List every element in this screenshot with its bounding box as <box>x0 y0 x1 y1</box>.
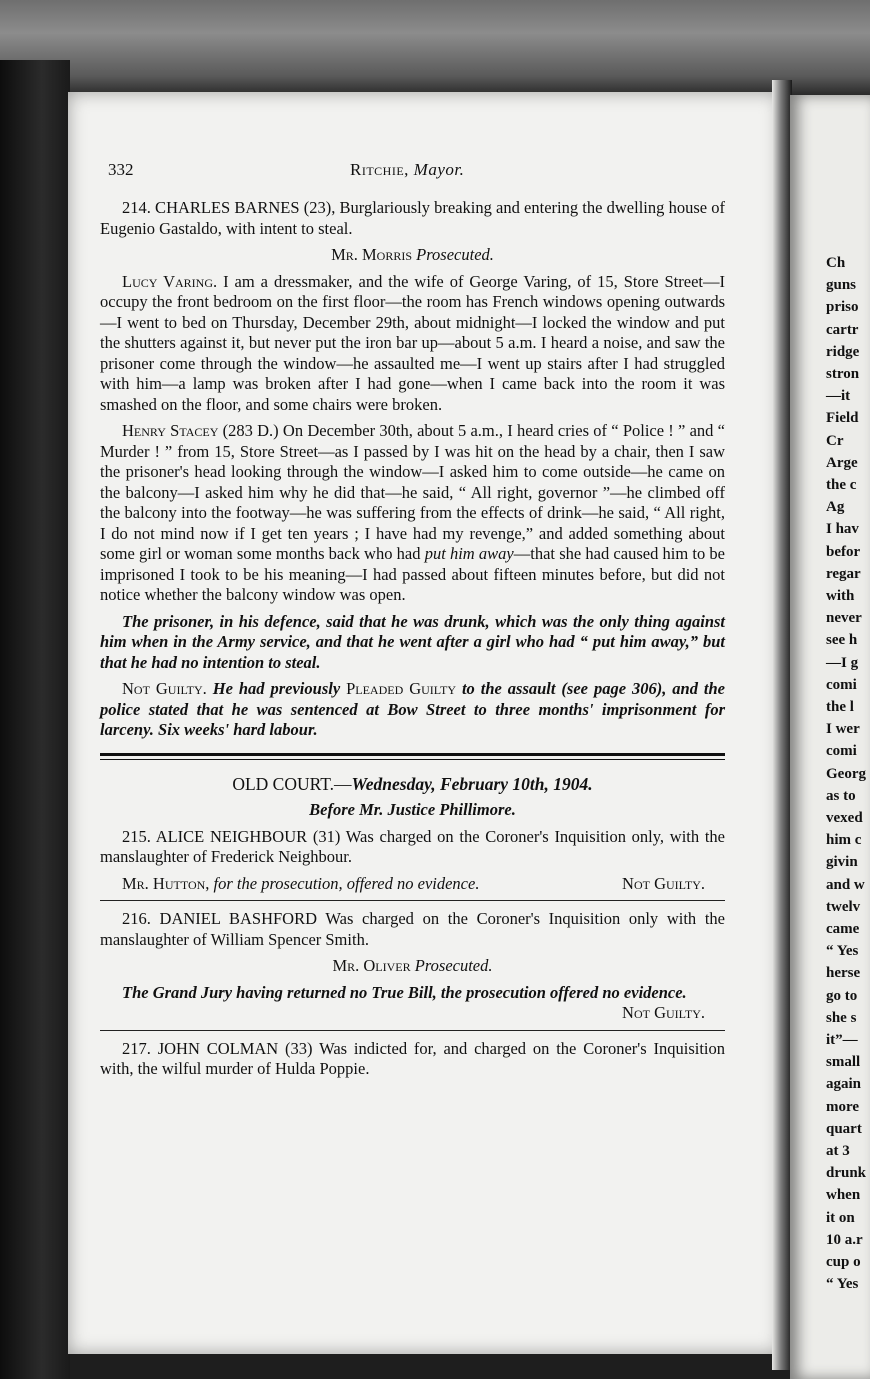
facing-page-fragment: it”— <box>826 1032 858 1048</box>
case-216-outcome <box>100 983 725 1024</box>
facing-page-fragment: with <box>826 588 855 604</box>
verdict: Not Guilty. <box>622 1003 705 1022</box>
prisoner-defence: The prisoner, in his defence, said that he was drunk, which was the only thing against him when in the Army service, and that he went after a girl who had “ put him away,” but that he had no intention to steal. <box>100 611 725 672</box>
facing-page-fragment: twelv <box>826 898 861 915</box>
prosecutor-name: Mr. Morris <box>331 245 413 264</box>
verdict-note: He had previously <box>206 679 347 698</box>
facing-page-fragment: when <box>826 1187 861 1204</box>
facing-page <box>790 95 870 1379</box>
section-divider <box>100 753 725 760</box>
facing-page-fragment: and w <box>826 876 865 893</box>
facing-page-fragment: came <box>826 921 860 937</box>
facing-page-fragment: cup o <box>826 1254 861 1270</box>
facing-page-fragment: Georg <box>826 765 866 782</box>
book-gutter <box>772 80 792 1370</box>
witness-name: Lucy Varing. <box>122 271 218 291</box>
facing-page-fragment: cartr <box>826 321 859 338</box>
witness-name: Henry Stacey <box>122 421 219 440</box>
witness-number: (283 D.) <box>218 421 279 440</box>
facing-page-fragment: regar <box>826 565 861 582</box>
counsel-name: Mr. Hutton, <box>122 873 210 893</box>
facing-page-fragment: givin <box>826 854 858 871</box>
witness-henry-stacey <box>100 421 725 606</box>
prosecutor-role: Prosecuted. <box>416 245 494 264</box>
facing-page-fragment: I wer <box>826 721 860 738</box>
running-head <box>350 160 464 181</box>
case-214-verdict <box>100 679 725 741</box>
facing-page-fragment: more <box>826 1098 860 1115</box>
verdict: Not Guilty. <box>622 873 705 893</box>
facing-page-fragment: guns <box>826 277 857 294</box>
facing-page-fragment: go to <box>826 987 858 1004</box>
case-divider <box>100 900 725 901</box>
facing-page-fragment: she s <box>826 1009 857 1026</box>
case-215-heading: 215. ALICE NEIGHBOUR (31) Was charged on the Coroner's Inquisition only, with the manslaughter of Frederick Neighbour. <box>100 826 725 866</box>
court-date: Wednesday, February 10th, 1904. <box>351 773 593 794</box>
facing-page-fragment: again <box>826 1076 862 1093</box>
facing-page-fragment: see h <box>826 632 858 649</box>
facing-page-fragment: ridge <box>826 343 860 360</box>
prosecutor-name: Mr. Oliver <box>332 956 411 975</box>
facing-page-fragment: —I g <box>826 654 859 671</box>
facing-page-fragment: small <box>826 1054 861 1071</box>
facing-page-fragment: never <box>826 610 862 627</box>
page-number: 332 <box>108 160 134 179</box>
case-216-heading: 216. DANIEL BASHFORD Was charged on the Coroner's Inquisition only with the manslaughter of William Spencer Smith. <box>100 909 725 949</box>
facing-page-fragment: Cr <box>826 432 844 449</box>
facing-page-fragment: I hav <box>826 521 859 538</box>
facing-page-fragment: as to <box>826 787 856 804</box>
case-217-heading: 217. JOHN COLMAN (33) Was indicted for, and charged on the Coroner's Inquisition with, the wilful murder of Hulda Poppie. <box>100 1038 725 1078</box>
facing-page-fragment: befor <box>826 543 861 560</box>
facing-page-fragment: priso <box>826 299 859 316</box>
book-left-edge <box>0 60 70 1379</box>
facing-page-fragment: him c <box>826 832 862 849</box>
witness-testimony: On December 30th, about 5 a.m., I heard cries of “ Police ! ” and “ Murder ! ” from 15, Store Street—as I passed by I was hit on the head by a chair, then I saw the prisoner's head looking through the window—I asked him to come outside—he came on the balcony—I asked him why he did that—he said, “ All right, governor ”—he climbed off the balcony into the footway—he was suffering from the effects of drink—he said, “ All right, I do not mind now if I get ten years ; I have had my revenge,” and added something about some girl or woman some months back who had <box>100 421 726 563</box>
court-name: OLD COURT.— <box>232 773 352 794</box>
pleaded-guilty: Pleaded Guilty <box>346 679 457 698</box>
facing-page-fragment: Ag <box>826 499 845 516</box>
court-judge: Before Mr. Justice Phillimore. <box>309 800 516 819</box>
facing-page-fragment: Arge <box>826 454 858 471</box>
running-head-name: Ritchie, <box>350 160 409 179</box>
facing-page-fragment: it on <box>826 1209 855 1226</box>
facing-page-fragment: comi <box>826 676 857 693</box>
page-content <box>100 160 725 1086</box>
case-215-outcome <box>100 874 725 895</box>
scanner-top-band <box>0 0 870 95</box>
case-216-prosecutor <box>100 956 725 977</box>
facing-page-fragment: vexed <box>826 810 863 826</box>
facing-page-fragment: —it <box>826 388 851 405</box>
facing-page-fragment: quart <box>826 1120 862 1137</box>
court-heading <box>100 774 725 795</box>
verdict: Not Guilty. <box>122 679 207 698</box>
page-header <box>100 160 725 186</box>
case-divider <box>100 1030 725 1031</box>
facing-page-fragment: stron <box>826 366 860 382</box>
verdict-note-cont: to the assault (see page 306), and the police stated that he was sentenced at Bow Street to three months' imprisonment for larceny. Six weeks' hard labour. <box>100 679 725 739</box>
witness-lucy-varing <box>100 272 725 416</box>
facing-page-fragment: drunk <box>826 1165 867 1182</box>
running-head-title: Mayor. <box>413 160 465 179</box>
case-214-prosecutor <box>100 245 725 266</box>
facing-page-fragment: the c <box>826 477 857 493</box>
witness-quote: put him away <box>424 544 514 563</box>
facing-page-fragment: the l <box>826 699 854 715</box>
facing-page-fragment: herse <box>826 965 861 982</box>
facing-page-fragment: Ch <box>826 255 846 271</box>
facing-page-fragment: comi <box>826 743 857 760</box>
facing-page-fragment: Field <box>826 410 859 427</box>
counsel-statement: for the prosecution, offered no evidence. <box>209 873 480 893</box>
grand-jury-note: The Grand Jury having returned no True Bill, the prosecution offered no evidence. <box>122 982 687 1002</box>
witness-testimony: I am a dressmaker, and the wife of George Varing, of 15, Store Street—I occupy the front bedroom on the first floor—the room has French windows opening outwards—I went to bed on Thursday, December 29th, about midnight—I locked the window and put the shutters against it, but never put the iron bar up—about 5 a.m. I heard a noise, and saw the prisoner come through the window—he assaulted me—I went up stairs after I had struggled with him—a lamp was broken after I had gone—when I came back into the room it was smashed on the floor, and some chairs were broken. <box>100 271 725 414</box>
facing-page-fragment: at 3 <box>826 1143 850 1159</box>
prosecutor-role: Prosecuted. <box>414 956 493 975</box>
facing-page-fragment: 10 a.r <box>826 1231 863 1248</box>
facing-page-fragment: “ Yes <box>826 1276 859 1293</box>
witness-testimony-cont: —that she had caused him to be imprisoned I took to be his meaning—I had passed about fifteen minutes before, but did not notice whether the balcony window was open. <box>100 544 726 604</box>
case-214-heading: 214. CHARLES BARNES (23), Burglariously breaking and entering the dwelling house of Eugenio Gastaldo, with intent to steal. <box>100 198 725 238</box>
facing-page-fragment: “ Yes <box>826 943 859 960</box>
